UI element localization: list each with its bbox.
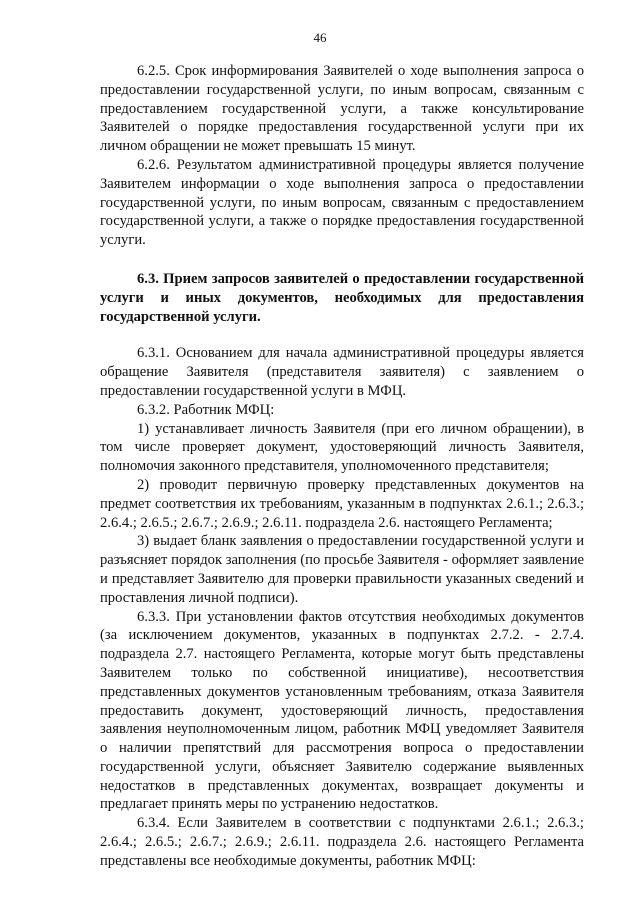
- paragraph-6-3-3: 6.3.3. При установлении фактов отсутствия необходимых документов (за исключением документов, указанных в подпунктах 2.7.2. - 2.7.4. подраздела 2.7. настоящего Регламента, которые могут быть представлены Заявителем только по собственной инициативе), несоответствия представленных документов установленным требованиям, отказа Заявителя предоставить документ, удостоверяющий личность, предоставления заявления неуполномоченным лицом, работник МФЦ уведомляет Заявителя о наличии препятствий для рассмотрения вопроса о предоставлении государственной услуги, объясняет Заявителю содержание выявленных недостатков в представленных документах, возвращает документы и предлагает принять меры по устранению недостатков.: [100, 608, 584, 813]
- paragraph-6-3-2: 6.3.2. Работник МФЦ:: [137, 401, 275, 418]
- spacer: [100, 250, 584, 270]
- list-item-1: 1) устанавливает личность Заявителя (при его личном обращении), в том числе проверяет документ, удостоверяющий личность Заявителя, полномочия законного представителя, уполномоченного представителя;: [100, 420, 584, 475]
- paragraph-6-3-1: 6.3.1. Основанием для начала административной процедуры является обращение Заявителя (представителя заявителя) с заявлением о предоставлении государственной услуги в МФЦ.: [100, 345, 584, 399]
- list-item-3: 3) выдает бланк заявления о предоставлении государственной услуги и разъясняет порядок заполнения (по просьбе Заявителя - оформляет заявление и представляет Заявителю для проверки правильности указанных сведений и проставления личной подписи).: [100, 533, 584, 606]
- spacer: [100, 326, 584, 344]
- list-item-2: 2) проводит первичную проверку представленных документов на предмет соответствия их требованиям, указанным в подпунктах 2.6.1.; 2.6.3.; 2.6.4.; 2.6.5.; 2.6.7.; 2.6.9.; 2.6.11. подраздела 2.6. настоящего Регламента;: [100, 476, 584, 531]
- document-body: [100, 62, 584, 871]
- page-number: 46: [313, 30, 327, 45]
- paragraph-6-3-4: 6.3.4. Если Заявителем в соответствии с подпунктами 2.6.1.; 2.6.3.; 2.6.4.; 2.6.5.; 2.6.7.; 2.6.9.; 2.6.11. подраздела 2.6. настоящего Регламента представлены все необходимые документы, работник МФЦ:: [100, 815, 584, 869]
- section-heading-6-3: 6.3. Прием запросов заявителей о предоставлении государственной услуги и иных документов, необходимых для предоставления государственной услуги.: [100, 270, 584, 325]
- paragraph-6-2-6: 6.2.6. Результатом административной процедуры является получение Заявителем информации о ходе выполнения запроса о предоставлении государственной услуги, по иным вопросам, связанным с предоставлением государственной услуги, а также о порядке предоставления государственной услуги.: [100, 156, 584, 249]
- paragraph-6-2-5: 6.2.5. Срок информирования Заявителей о ходе выполнения запроса о предоставлении государственной услуги, по иным вопросам, связанным с предоставлением государственной услуги, а также консультирование Заявителей о порядке предоставления государственной услуги при их личном обращении не может превышать 15 минут.: [100, 63, 584, 155]
